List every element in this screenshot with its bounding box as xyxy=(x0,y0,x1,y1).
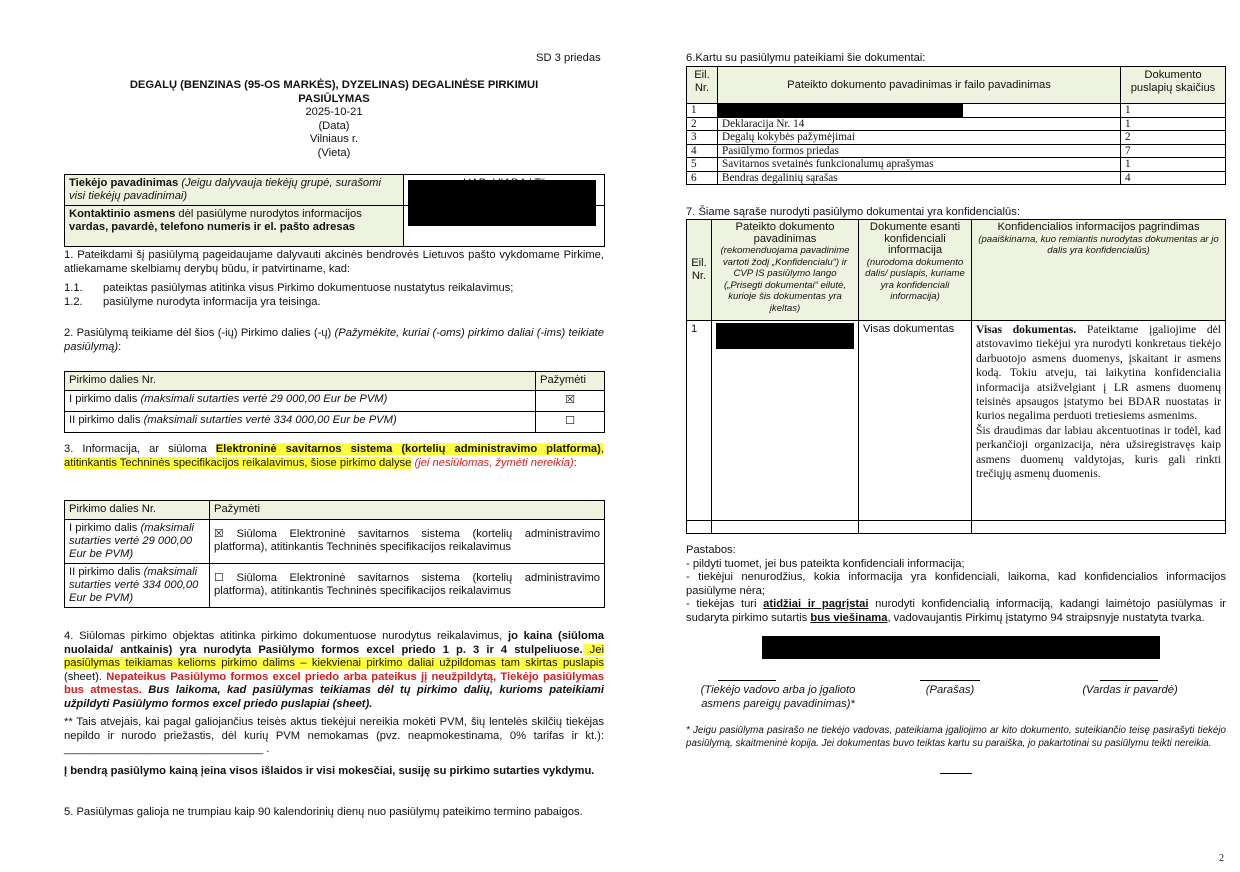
platform-row-1-label: I pirkimo dalis (maksimali sutarties vertė 29 000,00 Eur be PVM) xyxy=(65,520,210,564)
section-4-highlight: Jei pasiūlymas teikiamas kelioms pirkimo dalims – kiekvienai pirkimo daliai užpildomas tam skirtas puslapis xyxy=(64,643,604,670)
documents-row: 5 Savitarnos svetainės funkcionalumų aprašymas 1 xyxy=(687,158,1226,172)
section-4-text: 4. Siūlomas pirkimo objektas atitinka pirkimo dokumentuose nurodytus reikalavimus, jo kaina (siūloma nuolaida/ antkainis) yra nurodyta Pasiūlymo formos excel priedo 1 p. 3 ir 4 stulpeliuose. Jei pasiūlymas teikiamas kelioms pirkimo dalims – kiekvienai pirkimo daliai užpildomas tam skirtas puslapis (sheet). Nepateikus Pasiūlymo formos excel priedo arba pateikus jį neužpildytą, Tiekėjo pasiūlymas bus atmestas. Bus laikoma, kad pasiūlymas teikiamas dėl tų pirkimo dalių, kurioms pateikiami užpildyti Pasiūlymo formos excel priedo puslapiai (sheet). xyxy=(64,630,604,710)
document-title xyxy=(64,79,604,106)
signature-role-label: (Tiekėjo vadovo arba jo įgalioto asmens pareigų pavadinimas)* xyxy=(700,684,856,710)
section-1-text: 1. Pateikdami šį pasiūlymą pageidaujame dalyvauti akcinės bendrovės Lietuvos pašto vykdomame Pirkime, atliekamame skelbiamų derybų būdu, ir patvirtiname, kad: xyxy=(64,249,604,275)
confidential-h2: Pateikto dokumento pavadinimas (rekomenduojama pavadinime vartoti žodį „Konfidencialu“) ir CVP IS pasiūlymo lango („Prisegti dokumentai“ eilutė, kurioje šis dokumentas yra įkeltas) xyxy=(712,220,859,321)
confidential-h4: Konfidencialios informacijos pagrindimas (paaiškinama, kuo remiantis nurodytas dokumentas ar jo dalis yra konfidencialūs) xyxy=(972,220,1226,321)
confidential-row-1 xyxy=(687,321,1226,521)
supplier-label-note: (Jeigu dalyvauja tiekėjų grupė, surašomi visi tiekėjų pavadinimai) xyxy=(69,177,381,202)
section-6-title: 6.Kartu su pasiūlymu pateikiami šie dokumentai: xyxy=(686,52,926,64)
title-line-2: PASIŪLYMAS xyxy=(298,92,370,105)
section-2-c: : xyxy=(118,340,122,353)
documents-row: 3 Degalų kokybės pažymėjimai 2 xyxy=(687,131,1226,145)
documents-h1: Eil. Nr. xyxy=(687,67,718,104)
vat-note: ** Tais atvejais, kai pagal galiojančius teisės aktus tiekėjui nereikia mokėti PVM, šių lentelės skilčių tiekėjas nepildo ir nurodo priežastis, dėl kurių PVM nemokamas (pvz. neapmokestinama, 0% tarifas ir kt.): ________________________________ . xyxy=(64,716,604,756)
lot-row-1-label: I pirkimo dalis (maksimali sutarties vertė 29 000,00 Eur be PVM) xyxy=(65,391,536,412)
lot-2-checkbox[interactable]: ☐ xyxy=(536,412,605,433)
platform-row-1 xyxy=(65,520,605,564)
place-label: (Vieta) xyxy=(317,146,351,159)
supplier-label-cell xyxy=(65,175,404,206)
confidential-h1: Eil. Nr. xyxy=(687,220,712,321)
date-block xyxy=(64,106,604,160)
confidential-doc-redaction xyxy=(716,323,854,349)
platform-table-h1: Pirkimo dalies Nr. xyxy=(65,501,210,520)
documents-table-header xyxy=(687,67,1226,104)
page-number: 2 xyxy=(1219,853,1224,864)
signature-sign-label: (Parašas) xyxy=(925,684,975,696)
confidential-row-empty xyxy=(687,521,1226,534)
confidential-h3: Dokumente esanti konfidenciali informacija (nurodoma dokumento dalis/ puslapis, kuriame yra konfidenciali informacija) xyxy=(859,220,972,321)
confidential-table-header xyxy=(687,220,1226,321)
total-price-note: Į bendrą pasiūlymo kainą įeina visos išlaidos ir visi mokesčiai, susiję su pirkimo sutarties vykdymu. xyxy=(64,765,595,777)
title-line-1: DEGALŲ (BENZINAS (95-OS MARKĖS), DYZELINAS) DEGALINĖSE PIRKIMUI xyxy=(129,79,539,91)
documents-row: 1 1 xyxy=(687,104,1226,118)
section-2-text xyxy=(64,327,604,354)
sig-line-name xyxy=(1100,680,1158,681)
section-3-highlight: Elektroninė savitarnos sistema (kortelių administravimo platforma) xyxy=(215,443,601,455)
lot-row-2-label: II pirkimo dalis (maksimali sutarties vertė 334 000,00 Eur be PVM) xyxy=(65,412,536,433)
platform-row-2-label: II pirkimo dalis (maksimali sutarties vertė 334 000,00 Eur be PVM) xyxy=(65,564,210,608)
section-5-text: 5. Pasiūlymas galioja ne trumpiau kaip 90 kalendorinių dienų nuo pasiūlymų pateikimo termino pabaigos. xyxy=(64,806,583,818)
lot-table xyxy=(64,371,605,433)
documents-table xyxy=(686,66,1226,185)
notes-title: Pastabos: xyxy=(686,544,736,556)
documents-h3: Dokumento puslapių skaičius xyxy=(1121,67,1226,104)
section-1-2-num: 1.2. xyxy=(64,296,83,308)
lot-table-h2: Pažymėti xyxy=(536,372,605,391)
platform-table-header xyxy=(65,501,605,520)
lot-1-checkbox[interactable]: ☒ xyxy=(536,391,605,412)
documents-row: 2 Deklaracija Nr. 14 1 xyxy=(687,117,1226,131)
note-1: - pildyti tuomet, jei bus pateikta konfidenciali informacija; xyxy=(686,557,965,570)
notes-block xyxy=(686,544,1226,626)
lot-table-header xyxy=(65,372,605,391)
documents-row-1-name xyxy=(718,104,1121,118)
footnote-separator xyxy=(940,773,972,774)
lot-row-2 xyxy=(65,412,605,433)
contact-value-cell xyxy=(404,206,605,247)
section-3-text: 3. Informacija, ar siūloma Elektroninė savitarnos sistema (kortelių administravimo platforma), atitinkantis Techninės specifikacijos reikalavimus, šiose pirkimo dalyse (jei nesiūlomas, žymėti nereikia): xyxy=(64,443,604,469)
document-name-redaction xyxy=(718,104,963,117)
documents-h2: Pateikto dokumento pavadinimas ir failo pavadinimas xyxy=(718,67,1121,104)
confidential-table xyxy=(686,219,1226,534)
supplier-label: Tiekėjo pavadinimas xyxy=(69,177,179,189)
footnote: * Jeigu pasiūlyma pasirašo ne tiekėjo vadovas, pateikiama įgaliojimo ar kito dokumento, suteikiančio teisę pasirašyti tiekėjo pasiūlymą, skaitmeninė kopija. Jei dokumentas buvo teiktas kartu su paraiška, jo pakartotinai su pasiūlymu teikti nereikia. xyxy=(686,725,1226,749)
documents-row: 6 Bendras degalinių sąrašas 4 xyxy=(687,171,1226,185)
section-7-title: 7. Šiame sąraše nurodyti pasiūlymo dokumentai yra konfidencialūs: xyxy=(686,206,1020,218)
confidential-row-1-num: 1 xyxy=(687,321,712,521)
contact-label-cell xyxy=(65,206,404,247)
sig-line-sign xyxy=(920,680,980,681)
platform-table-h2: Pažymėti xyxy=(210,501,605,520)
section-1-1-num: 1.1. xyxy=(64,282,83,294)
platform-row-2-option[interactable]: ☐ Siūloma Elektroninė savitarnos sistema (kortelių administravimo platforma), atitinkantis Techninės specifikacijos reikalavimus xyxy=(210,564,605,608)
platform-table xyxy=(64,500,605,608)
note-2: - tiekėjui nenurodžius, kokia informacija yra konfidenciali, laikoma, kad konfidencialios informacijos pasiūlyme nėra; xyxy=(686,571,1226,597)
section-1-1-text: pateiktas pasiūlymas atitinka visus Pirkimo dokumentuose nustatytus reikalavimus; xyxy=(103,282,514,294)
annex-label: SD 3 priedas xyxy=(536,52,601,64)
contact-redaction xyxy=(408,180,596,226)
section-2-a: 2. Pasiūlymą teikiame dėl šios (-ių) Pirkimo dalies (-ų) xyxy=(64,327,335,339)
confidential-row-1-reason: Visas dokumentas. Pateiktame įgaliojime dėl atstovavimo tiekėjui yra nurodyti konkretaus tiekėjo darbuotojo asmens duomenys, įskaitant ir asmens kodą. Tokiu atveju, tai laikytina konfidencialia informacija atsižvelgiant į LR asmens duomenų teisinės apsaugos įstatymo bei BDAR nuostatas ir kurios negalima perduoti tretiesiems asmenims. Šis draudimas dar labiau akcentuotinas ir todėl, kad perkančioji organizacija, nėra užsiregistravęs kaip asmens duomenų valdytojas, kuris gali rinkti trečiųjų asmenų duomenis. xyxy=(972,321,1226,521)
contact-label-3: vardas, pavardė, telefono numeris ir el. pašto adresas xyxy=(69,221,356,233)
platform-row-2 xyxy=(65,564,605,608)
place-value: Vilniaus r. xyxy=(309,133,359,145)
sig-line-role xyxy=(718,680,776,681)
platform-row-1-option[interactable]: ☒ Siūloma Elektroninė savitarnos sistema (kortelių administravimo platforma), atitinkantis Techninės specifikacijos reikalavimus xyxy=(210,520,605,564)
supplier-table xyxy=(64,174,605,247)
section-1-2-text: pasiūlyme nurodyta informacija yra teisinga. xyxy=(103,296,321,308)
signature-redaction xyxy=(762,636,1160,659)
lot-row-1 xyxy=(65,391,605,412)
section-2-b: (Pažymėkite, kuriai (-oms) pirkimo daliai (-ims) teikiate pasiūlymą) xyxy=(64,327,604,353)
contact-label-2: dėl pasiūlyme nurodytos informacijos xyxy=(175,208,362,220)
signature-name-label: (Vardas ir pavardė) xyxy=(1082,684,1178,696)
lot-table-h1: Pirkimo dalies Nr. xyxy=(65,372,536,391)
confidential-row-1-part: Visas dokumentas xyxy=(859,321,972,521)
confidential-row-1-doc xyxy=(712,321,859,521)
contact-label-1: Kontaktinio asmens xyxy=(69,208,176,220)
note-3: - tiekėjas turi atidžiai ir pagrįstai nurodyti konfidencialią informaciją, kadangi laimėtojo pasiūlymas ir sudaryta pirkimo sutartis bus viešinama, vadovaujantis Pirkimų įstatymo 94 straipsnyje nustatyta tvarka. xyxy=(686,598,1226,624)
documents-row: 4 Pasiūlymo formos priedas 7 xyxy=(687,144,1226,158)
contact-row xyxy=(65,206,605,247)
date-value: 2025-10-21 xyxy=(305,106,363,118)
date-label: (Data) xyxy=(318,119,350,132)
